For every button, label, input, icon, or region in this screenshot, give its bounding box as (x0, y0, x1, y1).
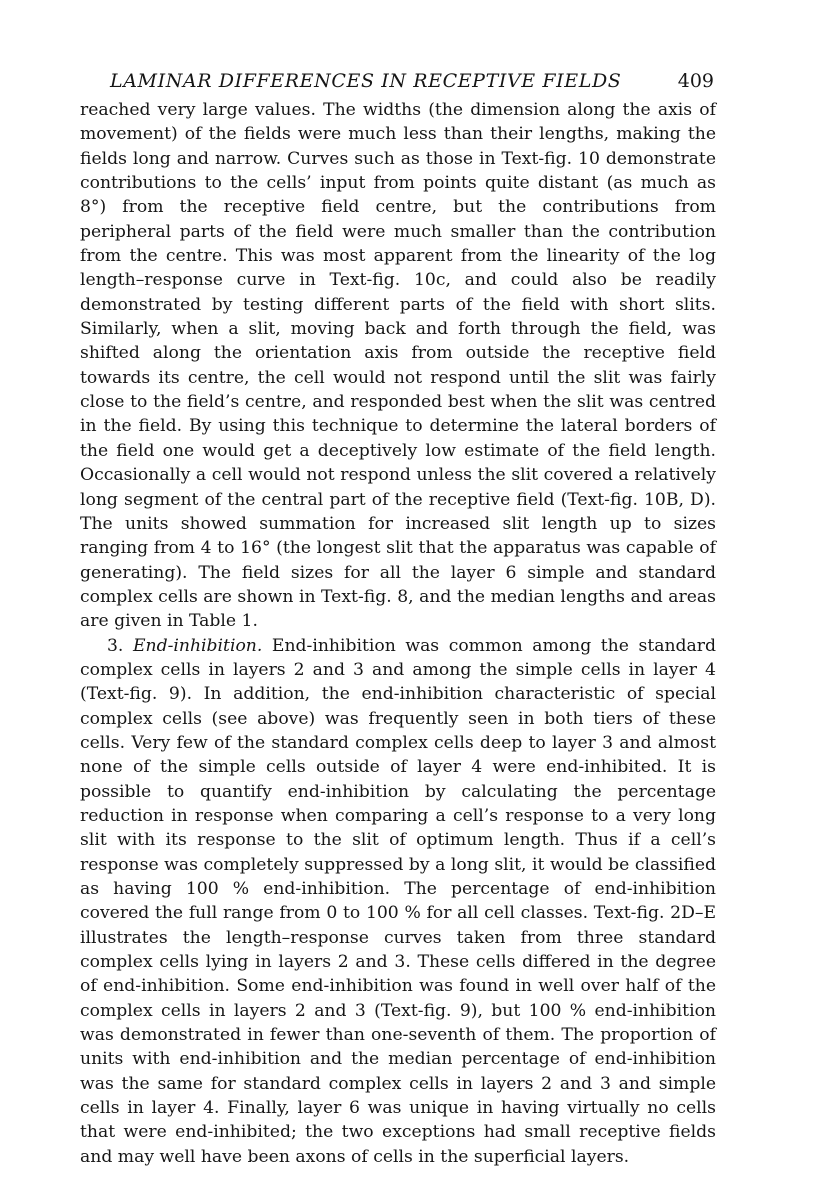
paragraph-end-inhibition (80, 634, 716, 1170)
running-title: LAMINAR DIFFERENCES IN RECEPTIVE FIELDS (110, 70, 622, 92)
page-number: 409 (677, 70, 714, 92)
running-header (80, 66, 716, 96)
paragraph-end-inhibition-text: End-inhibition was common among the standard complex cells in layers 2 and 3 and among the simple cells in layer 4 (Text-fig. 9). In addition, the end-inhibition characteristic of special complex cells (see above) was frequently seen in both tiers of these cells. Very few of the standard complex cells deep to layer 3 and almost none of the simple cells outside of layer 4 were end-inhibited. It is possible to quantify end-inhibition by calculating the percentage reduction in response when comparing a cell’s response to a very long slit with its response to the slit of optimum length. Thus if a cell’s response was completely suppressed by a long slit, it would be classified as having 100 % end-inhibition. The percentage of end-inhibition covered the full range from 0 to 100 % for all cell classes. Text-fig. 2D–E illustrates the length–response curves taken from three standard complex cells lying in layers 2 and 3. These cells differed in the degree of end-inhibition. Some end-inhibition was found in well over half of the complex cells in layers 2 and 3 (Text-fig. 9), but 100 % end-inhibition was demonstrated in fewer than one-seventh of them. The proportion of units with end-inhibition and the median percentage of end-inhibition was the same for standard complex cells in layers 2 and 3 and simple cells in layer 4. Finally, layer 6 was unique in having virtually no cells that were end-inhibited; the two exceptions had small receptive fields and may well have been axons of cells in the superficial layers. (80, 635, 717, 1167)
paragraph-field-length: reached very large values. The widths (the dimension along the axis of movement) of the fields were much less than their lengths, making the fields long and narrow. Curves such as those in Text-fig. 10 demonstrate contributions to the cells’ input from points quite distant (as much as 8°) from the receptive field centre, but the contributions from peripheral parts of the field were much smaller than the contribution from the centre. This was most apparent from the linearity of the log length–response curve in Text-fig. 10c, and could also be readily demonstrated by testing different parts of the field with short slits. Similarly, when a slit, moving back and forth through the field, was shifted along the orientation axis from outside the receptive field towards its centre, the cell would not respond until the slit was fairly close to the field’s centre, and responded best when the slit was centred in the field. By using this technique to determine the lateral borders of the field one would get a deceptively low estimate of the field length. Occasionally a cell would not respond unless the slit covered a relatively long segment of the central part of the receptive field (Text-fig. 10B, D). The units showed summation for increased slit length up to sizes ranging from 4 to 16° (the longest slit that the apparatus was capable of generating). The field sizes for all the layer 6 simple and standard complex cells are shown in Text-fig. 8, and the median lengths and areas are given in Table 1. (80, 100, 716, 632)
section-number: 3. (107, 635, 124, 656)
section-heading-end-inhibition: End-inhibition. (132, 635, 263, 656)
body-text (80, 98, 716, 1169)
journal-page (80, 66, 716, 1169)
